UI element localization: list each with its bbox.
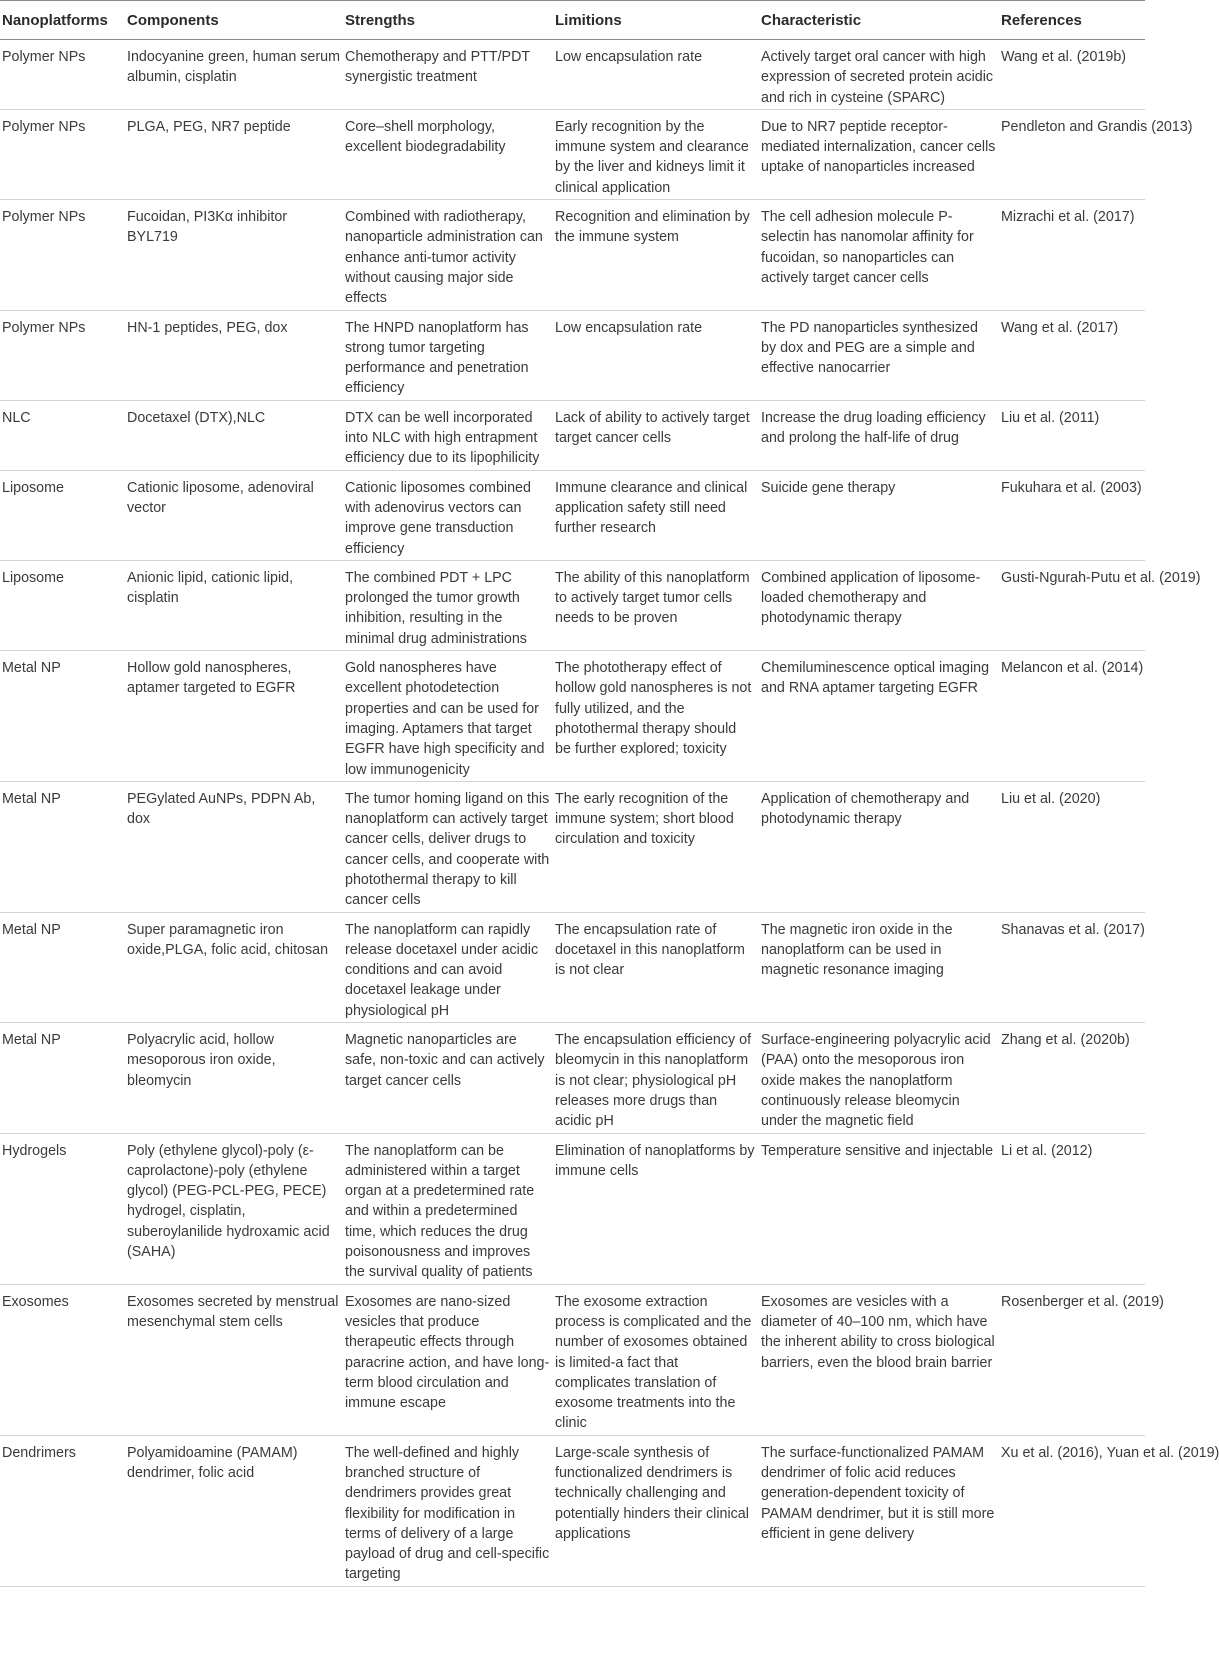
cell-nanoplatform: Metal NP [0,1023,125,1133]
cell-limitations: The encapsulation rate of docetaxel in this nanoplatform is not clear [553,912,759,1022]
cell-components: PEGylated AuNPs, PDPN Ab, dox [125,781,343,912]
cell-components: Super paramagnetic iron oxide,PLGA, folic acid, chitosan [125,912,343,1022]
table-row [0,1284,1145,1435]
cell-characteristic: Exosomes are vesicles with a diameter of 40–100 nm, which have the inherent ability to cross biological barriers, even the blood brain barrier [759,1284,999,1435]
cell-components: Cationic liposome, adenoviral vector [125,470,343,560]
table-row [0,651,1145,782]
cell-limitations: Lack of ability to actively target target cancer cells [553,400,759,470]
header-limitations: Limitions [553,1,759,40]
cell-references: Shanavas et al. (2017) [999,912,1145,1022]
cell-strengths: The combined PDT + LPC prolonged the tumor growth inhibition, resulting in the minimal drug administrations [343,560,553,650]
cell-strengths: Cationic liposomes combined with adenovirus vectors can improve gene transduction efficiency [343,470,553,560]
header-nanoplatforms: Nanoplatforms [0,1,125,40]
cell-characteristic: The PD nanoparticles synthesized by dox and PEG are a simple and effective nanocarrier [759,310,999,400]
cell-limitations: The phototherapy effect of hollow gold nanospheres is not fully utilized, and the photothermal therapy should be further explored; toxicity [553,651,759,782]
cell-components: Anionic lipid, cationic lipid, cisplatin [125,560,343,650]
table-header [0,1,1145,40]
cell-nanoplatform: Metal NP [0,912,125,1022]
cell-references: Liu et al. (2020) [999,781,1145,912]
cell-nanoplatform: Hydrogels [0,1133,125,1284]
header-components: Components [125,1,343,40]
cell-strengths: The tumor homing ligand on this nanoplatform can actively target cancer cells, deliver drugs to cancer cells, and cooperate with photothermal therapy to kill cancer cells [343,781,553,912]
cell-components: Fucoidan, PI3Kα inhibitor BYL719 [125,200,343,310]
cell-components: Polyacrylic acid, hollow mesoporous iron oxide, bleomycin [125,1023,343,1133]
header-row [0,1,1145,40]
header-references: References [999,1,1145,40]
header-characteristic: Characteristic [759,1,999,40]
cell-strengths: The well-defined and highly branched structure of dendrimers provides great flexibility for modification in terms of delivery of a large payload of drug and cell-specific targeting [343,1435,553,1586]
cell-limitations: Low encapsulation rate [553,310,759,400]
table-row [0,912,1145,1022]
cell-characteristic: Temperature sensitive and injectable [759,1133,999,1284]
table-row [0,1133,1145,1284]
cell-references: Melancon et al. (2014) [999,651,1145,782]
table-row [0,781,1145,912]
cell-references: Liu et al. (2011) [999,400,1145,470]
cell-strengths: The nanoplatform can be administered within a target organ at a predetermined rate and within a predetermined time, which reduces the drug poisonousness and improves the survival quality of patients [343,1133,553,1284]
table-row [0,200,1145,310]
cell-components: Poly (ethylene glycol)-poly (ε-caprolactone)-poly (ethylene glycol) (PEG-PCL-PEG, PECE) hydrogel, cisplatin, suberoylanilide hydroxamic acid (SAHA) [125,1133,343,1284]
cell-components: Docetaxel (DTX),NLC [125,400,343,470]
cell-strengths: Combined with radiotherapy, nanoparticle administration can enhance anti-tumor activity without causing major side effects [343,200,553,310]
cell-nanoplatform: Polymer NPs [0,200,125,310]
cell-limitations: Large-scale synthesis of functionalized dendrimers is technically challenging and potentially hinders their clinical applications [553,1435,759,1586]
cell-nanoplatform: Dendrimers [0,1435,125,1586]
cell-characteristic: Combined application of liposome-loaded chemotherapy and photodynamic therapy [759,560,999,650]
table-body [0,40,1219,1587]
cell-characteristic: Surface-engineering polyacrylic acid (PAA) onto the mesoporous iron oxide makes the nanoplatform continuously release bleomycin under the magnetic field [759,1023,999,1133]
cell-limitations: Immune clearance and clinical application safety still need further research [553,470,759,560]
cell-strengths: Exosomes are nano-sized vesicles that produce therapeutic effects through paracrine action, and have long-term blood circulation and immune escape [343,1284,553,1435]
cell-characteristic: Application of chemotherapy and photodynamic therapy [759,781,999,912]
table-row [0,560,1145,650]
cell-nanoplatform: Exosomes [0,1284,125,1435]
cell-characteristic: Suicide gene therapy [759,470,999,560]
cell-components: Hollow gold nanospheres, aptamer targeted to EGFR [125,651,343,782]
cell-components: HN-1 peptides, PEG, dox [125,310,343,400]
cell-references: Mizrachi et al. (2017) [999,200,1145,310]
cell-characteristic: The surface-functionalized PAMAM dendrimer of folic acid reduces generation-dependent toxicity of PAMAM dendrimer, but it is still more efficient in gene delivery [759,1435,999,1586]
cell-references: Zhang et al. (2020b) [999,1023,1145,1133]
cell-references: Xu et al. (2016), Yuan et al. (2019) [999,1435,1145,1586]
cell-nanoplatform: NLC [0,400,125,470]
cell-strengths: DTX can be well incorporated into NLC with high entrapment efficiency due to its lipophilicity [343,400,553,470]
cell-nanoplatform: Liposome [0,470,125,560]
cell-characteristic: Increase the drug loading efficiency and prolong the half-life of drug [759,400,999,470]
table-row [0,40,1145,110]
cell-limitations: Recognition and elimination by the immune system [553,200,759,310]
cell-components: Polyamidoamine (PAMAM) dendrimer, folic acid [125,1435,343,1586]
cell-components: Exosomes secreted by menstrual mesenchymal stem cells [125,1284,343,1435]
cell-references: Rosenberger et al. (2019) [999,1284,1145,1435]
cell-characteristic: Actively target oral cancer with high expression of secreted protein acidic and rich in cysteine (SPARC) [759,40,999,110]
cell-limitations: The exosome extraction process is complicated and the number of exosomes obtained is limited-a fact that complicates translation of exosome treatments into the clinic [553,1284,759,1435]
cell-limitations: Low encapsulation rate [553,40,759,110]
cell-nanoplatform: Polymer NPs [0,310,125,400]
cell-strengths: Chemotherapy and PTT/PDT synergistic treatment [343,40,553,110]
cell-limitations: The early recognition of the immune system; short blood circulation and toxicity [553,781,759,912]
cell-references: Pendleton and Grandis (2013) [999,109,1145,199]
cell-characteristic: Chemiluminescence optical imaging and RNA aptamer targeting EGFR [759,651,999,782]
cell-characteristic: Due to NR7 peptide receptor-mediated internalization, cancer cells uptake of nanoparticles increased [759,109,999,199]
cell-nanoplatform: Metal NP [0,651,125,782]
cell-strengths: The HNPD nanoplatform has strong tumor targeting performance and penetration efficiency [343,310,553,400]
cell-limitations: Early recognition by the immune system and clearance by the liver and kidneys limit it clinical application [553,109,759,199]
cell-references: Wang et al. (2017) [999,310,1145,400]
table-row [0,470,1145,560]
cell-references: Gusti-Ngurah-Putu et al. (2019) [999,560,1145,650]
cell-nanoplatform: Metal NP [0,781,125,912]
cell-references: Li et al. (2012) [999,1133,1145,1284]
cell-strengths: Magnetic nanoparticles are safe, non-toxic and can actively target cancer cells [343,1023,553,1133]
table-row [0,310,1145,400]
table-row [0,1435,1145,1586]
cell-nanoplatform: Polymer NPs [0,40,125,110]
table-row [0,109,1145,199]
table-row [0,400,1145,470]
cell-limitations: Elimination of nanoplatforms by immune cells [553,1133,759,1284]
header-strengths: Strengths [343,1,553,40]
cell-characteristic: The cell adhesion molecule P-selectin has nanomolar affinity for fucoidan, so nanoparticles can actively target cancer cells [759,200,999,310]
cell-strengths: Gold nanospheres have excellent photodetection properties and can be used for imaging. Aptamers that target EGFR have high specificity and low immunogenicity [343,651,553,782]
cell-references: Fukuhara et al. (2003) [999,470,1145,560]
cell-components: PLGA, PEG, NR7 peptide [125,109,343,199]
cell-references: Wang et al. (2019b) [999,40,1145,110]
cell-strengths: Core–shell morphology, excellent biodegradability [343,109,553,199]
cell-strengths: The nanoplatform can rapidly release docetaxel under acidic conditions and can avoid docetaxel leakage under physiological pH [343,912,553,1022]
cell-components: Indocyanine green, human serum albumin, cisplatin [125,40,343,110]
cell-limitations: The ability of this nanoplatform to actively target tumor cells needs to be proven [553,560,759,650]
cell-nanoplatform: Polymer NPs [0,109,125,199]
table-row [0,1023,1145,1133]
cell-limitations: The encapsulation efficiency of bleomycin in this nanoplatform is not clear; physiological pH releases more drugs than acidic pH [553,1023,759,1133]
cell-nanoplatform: Liposome [0,560,125,650]
cell-characteristic: The magnetic iron oxide in the nanoplatform can be used in magnetic resonance imaging [759,912,999,1022]
